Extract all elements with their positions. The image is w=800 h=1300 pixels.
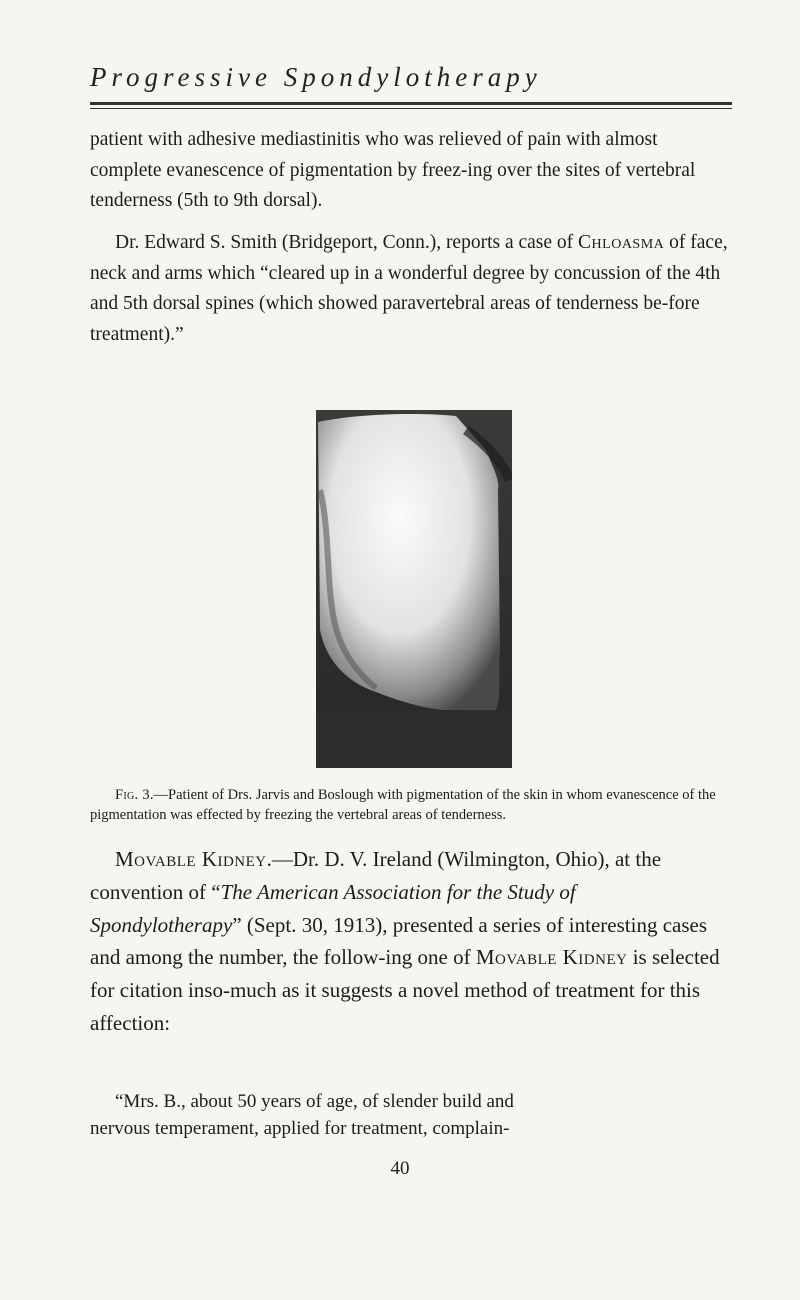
patient-back-photo [316,410,512,768]
term-chloasma: Chloasma [578,232,665,253]
paragraph-2 [90,228,732,350]
figure-3-photograph [316,410,512,768]
paragraph-1: patient with adhesive mediastinitis who was relieved of pain with almost complete evanescence of pigmentation by freez-ing over the sites of vertebral tenderness (5th to 9th dorsal). [90,129,696,211]
figure-caption-text: .—Patient of Drs. Jarvis and Boslough with pigmentation of the skin in whom evanescence of the pigmentation was effected by freezing the vertebral areas of tenderness. [90,787,716,823]
paragraph-2-lead: Dr. Edward S. Smith (Bridgeport, Conn.), reports a case of [115,232,579,253]
paragraph-2-rest: of face, neck and arms which “cleared up in a wonderful degree by concussion of the 4th and 5th dorsal spines (which showed paravertebral areas of tenderness be-fore treatment).” [90,232,728,345]
running-head: Progressive Spondylotherapy [90,62,542,92]
paragraph-3 [90,843,732,1040]
paragraph-4-quote [90,1088,732,1142]
figure-caption [90,785,732,825]
header-rule-thin [90,108,732,109]
page-number: 40 [390,1158,410,1179]
quote-line-2: nervous temperament, applied for treatment, complain- [90,1118,510,1139]
paragraph-3-lead: .—Dr. D. V. Ireland (Wilmington, Ohio), at the convention of “ [90,847,662,904]
header-rule-thick [90,102,732,105]
paragraph-3-rest: is selected for citation inso-much as it suggests a novel method of treatment for this affection: [90,945,720,1035]
section-heading-movable-kidney: Movable Kidney [115,847,267,871]
paragraph-3-mid: ” (Sept. 30, 1913), presented a series of interesting cases and among the number, the follow-ing one of [90,912,707,970]
journal-title: The American Association for the Study of Spondylotherapy [90,879,576,937]
figure-label: Fig. 3 [115,787,150,803]
term-movable-kidney: Movable Kidney [475,945,628,970]
quote-line-1: “Mrs. B., about 50 years of age, of slender build and [115,1091,514,1112]
